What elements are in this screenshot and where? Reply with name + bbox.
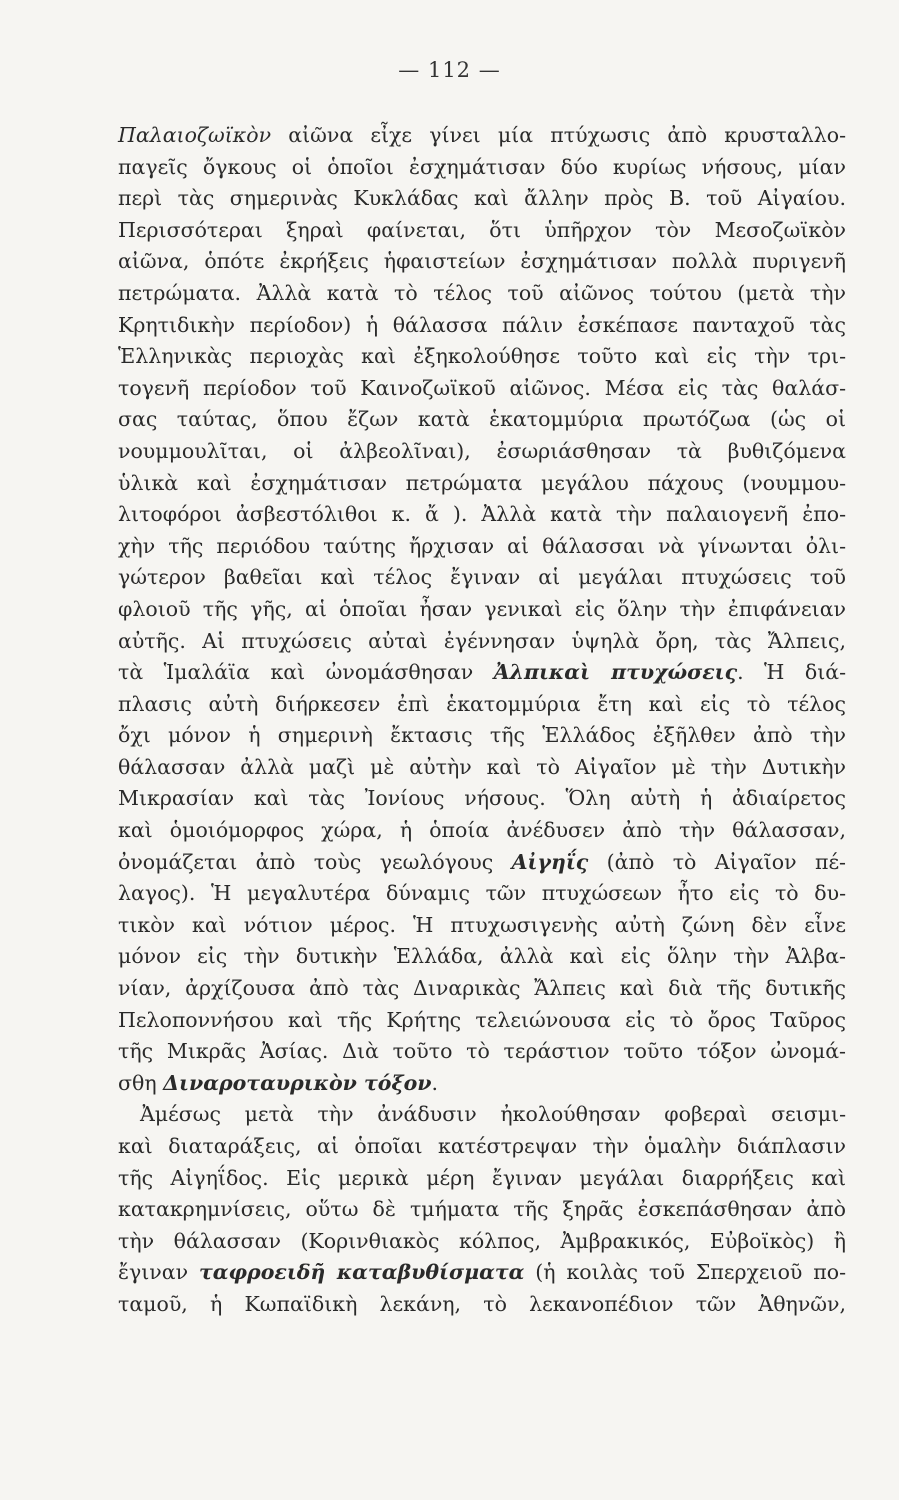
text-run: τὰ Ἱμαλάϊα καὶ ὠνομάσθησαν — [118, 660, 494, 685]
text-run: Περισσότεραι ξηραὶ φαίνεται, ὅτι ὑπῆρχον τὸν Μεσοζωϊκὸν — [118, 217, 846, 242]
text-run: ὀνομάζεται ἀπὸ τοὺς γεωλόγους — [118, 849, 512, 874]
text-line — [118, 341, 846, 373]
text-run: κατακρημνίσεις, οὕτω δὲ τμήματα τῆς ξηρᾶς ἐσκεπάσθησαν ἀπὸ — [118, 1197, 846, 1222]
text-run: πετρώματα. Ἀλλὰ κατὰ τὸ τέλος τοῦ αἰῶνος τούτου (μετὰ τὴν — [118, 280, 846, 305]
text-line — [118, 689, 846, 721]
text-line — [118, 499, 846, 531]
text-run: αὐτῆς. Αἱ πτυχώσεις αὐταὶ ἐγέννησαν ὑψηλὰ ὄρη, τὰς Ἄλπεις, — [118, 628, 846, 653]
text-run: ταμοῦ, ἡ Κωπαϊδικὴ λεκάνη, τὸ λεκανοπέδιον τῶν Ἀθηνῶν, — [118, 1291, 846, 1316]
text-line — [118, 783, 846, 815]
text-run: νουμμουλῖται, οἱ ἀλβεολῖναι), ἐσωριάσθησαν τὰ βυθιζόμενα — [118, 438, 846, 463]
text-run: γώτερον βαθεῖαι καὶ τέλος ἔγιναν αἱ μεγάλαι πτυχώσεις τοῦ — [118, 565, 846, 590]
text-line — [118, 246, 846, 278]
text-line — [118, 562, 846, 594]
emphasized-term: ταφροειδῆ καταβυθίσματα — [198, 1260, 525, 1285]
text-run: λιτοφόροι ἀσβεστόλιθοι κ. ἄ ). Ἀλλὰ κατὰ τὴν παλαιογενῆ ἐπο- — [118, 502, 846, 527]
text-line — [118, 847, 846, 879]
text-line — [118, 720, 846, 752]
text-line — [118, 152, 846, 184]
emphasized-term: Παλαιοζωϊκὸν — [118, 123, 272, 147]
text-line — [118, 183, 846, 215]
text-run: λαγος). Ἡ μεγαλυτέρα δύναμις τῶν πτυχώσεων ἦτο εἰς τὸ δυ- — [118, 881, 846, 906]
text-line — [118, 373, 846, 405]
text-run: παγεῖς ὄγκους οἱ ὁποῖοι ἐσχημάτισαν δύο κυρίως νήσους, μίαν — [118, 154, 846, 179]
text-run: ὄχι μόνον ἡ σημερινὴ ἔκτασις τῆς Ἑλλάδος ἐξῆλθεν ἀπὸ τὴν — [118, 723, 846, 748]
text-line — [118, 1289, 846, 1321]
text-run: τῆς Μικρᾶς Ἀσίας. Διὰ τοῦτο τὸ τεράστιον τοῦτο τόξον ὠνομά- — [118, 1039, 846, 1064]
text-line — [118, 1099, 846, 1131]
text-line — [118, 120, 846, 152]
text-run: καὶ διαταράξεις, αἱ ὁποῖαι κατέστρεψαν τὴν ὁμαλὴν διάπλασιν — [118, 1134, 846, 1158]
text-line — [118, 1194, 846, 1226]
text-run: νίαν, ἀρχίζουσα ἀπὸ τὰς Διναρικὰς Ἄλπεις καὶ διὰ τῆς δυτικῆς — [118, 976, 846, 1001]
text-line — [118, 657, 846, 689]
text-line — [118, 310, 846, 342]
text-line — [118, 626, 846, 658]
text-run: θάλασσαν ἀλλὰ μαζὶ μὲ αὐτὴν καὶ τὸ Αἰγαῖον μὲ τὴν Δυτικὴν — [118, 754, 846, 779]
emphasized-term: Ἀλπικαὶ πτυχώσεις — [493, 660, 738, 685]
text-run: καὶ ὁμοιόμορφος χώρα, ἡ ὁποία ἀνέδυσεν ἀπὸ τὴν θάλασσαν, — [118, 818, 846, 843]
text-run: χὴν τῆς περιόδου ταύτης ἤρχισαν αἱ θάλασσαι νὰ γίνωνται ὀλι- — [118, 533, 846, 558]
text-line — [118, 878, 846, 910]
text-line — [118, 973, 846, 1005]
text-run: Ἀμέσως μετὰ τὴν ἀνάδυσιν ἠκολούθησαν φοβεραὶ σεισμι- — [140, 1102, 846, 1127]
text-line — [118, 278, 846, 310]
paragraph-2 — [118, 1099, 846, 1320]
text-run: . Ἡ διά- — [737, 660, 847, 685]
page-number: — 112 — — [398, 58, 501, 82]
text-line — [118, 1005, 846, 1037]
text-line — [118, 1257, 846, 1289]
text-line — [118, 1068, 846, 1100]
text-line — [118, 1131, 846, 1163]
text-line — [118, 215, 846, 247]
text-line — [118, 1036, 846, 1068]
text-run: σθη — [118, 1070, 164, 1095]
text-run: (ἀπὸ τὸ Αἰγαῖον πέ- — [588, 849, 846, 874]
text-run: ἔγιναν — [118, 1260, 199, 1285]
text-line — [118, 815, 846, 847]
text-run: ὑλικὰ καὶ ἐσχημάτισαν πετρώματα μεγάλου πάχους (νουμμου- — [118, 470, 846, 495]
text-line — [118, 468, 846, 500]
text-run: (ἡ κοιλὰς τοῦ Σπερχειοῦ πο- — [524, 1260, 846, 1285]
text-run: Πελοποννήσου καὶ τῆς Κρήτης τελειώνουσα εἰς τὸ ὄρος Ταῦρος — [118, 1007, 846, 1032]
text-run: τικὸν καὶ νότιον μέρος. Ἡ πτυχωσιγενὴς αὐτὴ ζώνη δὲν εἶνε — [118, 912, 846, 937]
emphasized-term: Αἰγηΐς — [511, 849, 589, 874]
text-line — [118, 436, 846, 468]
body-text — [118, 120, 846, 1321]
text-line — [118, 1226, 846, 1258]
text-run: περὶ τὰς σημερινὰς Κυκλάδας καὶ ἄλλην πρὸς Β. τοῦ Αἰγαίου. — [118, 186, 846, 211]
text-run: Κρητιδικὴν περίοδον) ἡ θάλασσα πάλιν ἐσκέπασε πανταχοῦ τὰς — [118, 312, 846, 337]
text-run: σας ταύτας, ὅπου ἔζων κατὰ ἑκατομμύρια πρωτόζωα (ὡς οἱ — [118, 407, 846, 432]
emphasized-term: Διναροταυρικὸν τόξον — [163, 1070, 432, 1095]
text-run: μόνον εἰς τὴν δυτικὴν Ἑλλάδα, ἀλλὰ καὶ εἰς ὅλην τὴν Ἀλβα- — [118, 944, 846, 969]
text-run: . — [431, 1070, 439, 1095]
text-line — [118, 404, 846, 436]
text-line — [118, 910, 846, 942]
text-run: φλοιοῦ τῆς γῆς, αἱ ὁποῖαι ἦσαν γενικαὶ εἰς ὅλην τὴν ἐπιφάνειαν — [118, 596, 846, 621]
text-line — [118, 941, 846, 973]
text-line — [118, 1163, 846, 1195]
text-run: αἰῶνα εἶχε γίνει μία πτύχωσις ἀπὸ κρυσταλλο- — [271, 123, 846, 147]
text-run: πλασις αὐτὴ διήρκεσεν ἐπὶ ἑκατομμύρια ἔτη καὶ εἰς τὸ τέλος — [118, 691, 846, 716]
text-line — [118, 531, 846, 563]
text-run: Ἑλληνικὰς περιοχὰς καὶ ἐξηκολούθησε τοῦτο καὶ εἰς τὴν τρι- — [118, 344, 846, 369]
text-run: τογενῆ περίοδον τοῦ Καινοζωϊκοῦ αἰῶνος. Μέσα εἰς τὰς θαλάσ- — [118, 375, 846, 400]
text-line — [118, 752, 846, 784]
text-run: αἰῶνα, ὁπότε ἐκρήξεις ἡφαιστείων ἐσχημάτισαν πολλὰ πυριγενῆ — [118, 249, 846, 274]
paragraph-1 — [118, 120, 846, 1099]
text-run: Μικρασίαν καὶ τὰς Ἰονίους νήσους. Ὅλη αὐτὴ ἡ ἀδιαίρετος — [118, 786, 846, 811]
text-line — [118, 594, 846, 626]
text-run: τὴν θάλασσαν (Κορινθιακὸς κόλπος, Ἀμβρακικός, Εὐβοϊκὸς) ἢ — [118, 1228, 846, 1253]
text-run: τῆς Αἰγηΐδος. Εἰς μερικὰ μέρη ἔγιναν μεγάλαι διαρρήξεις καὶ — [118, 1165, 846, 1190]
